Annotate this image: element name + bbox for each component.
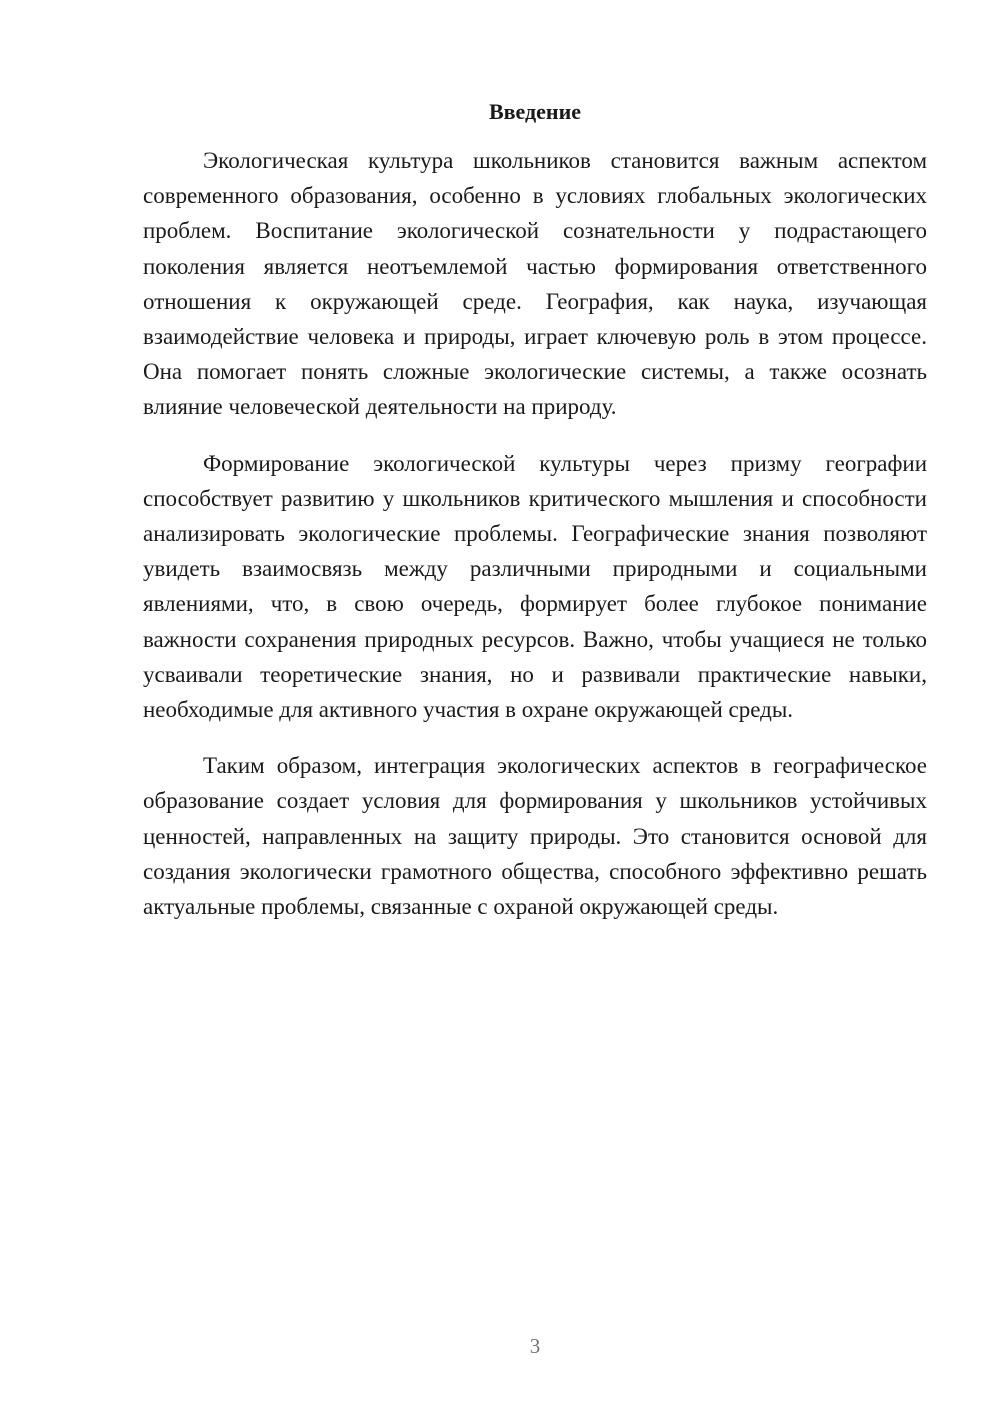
paragraph-3: Таким образом, интеграция экологических аспектов в географическое образование создает условия для формирования у школьников устойчивых ценностей, направленных на защиту природы. Это становится основой для создания экологически грамотного общества, способного эффективно решать актуальные проблемы, связанные с охраной окружающей среды. — [143, 753, 927, 920]
page-number: 3 — [529, 1334, 541, 1358]
document-body — [143, 143, 927, 945]
page-title: Введение — [488, 99, 582, 124]
paragraph-1: Экологическая культура школьников становится важным аспектом современного образования, особенно в условиях глобальных экологических проблем. Воспитание экологической сознательности у подрастающего поколения является неотъемлемой частью формирования ответственного отношения к окружающей среде. География, как наука, изучающая взаимодействие человека и природы, играет ключевую роль в этом процессе. Она помогает понять сложные экологические системы, а также осознать влияние человеческой деятельности на природу. — [143, 148, 927, 420]
paragraph-2: Формирование экологической культуры через призму географии способствует развитию у школьников критического мышления и способности анализировать экологические проблемы. Географические знания позволяют увидеть взаимосвязь между различными природными и социальными явлениями, что, в свою очередь, формирует более глубокое понимание важности сохранения природных ресурсов. Важно, чтобы учащиеся не только усваивали теоретические знания, но и развивали практические навыки, необходимые для активного участия в охране окружающей среды. — [143, 450, 927, 723]
